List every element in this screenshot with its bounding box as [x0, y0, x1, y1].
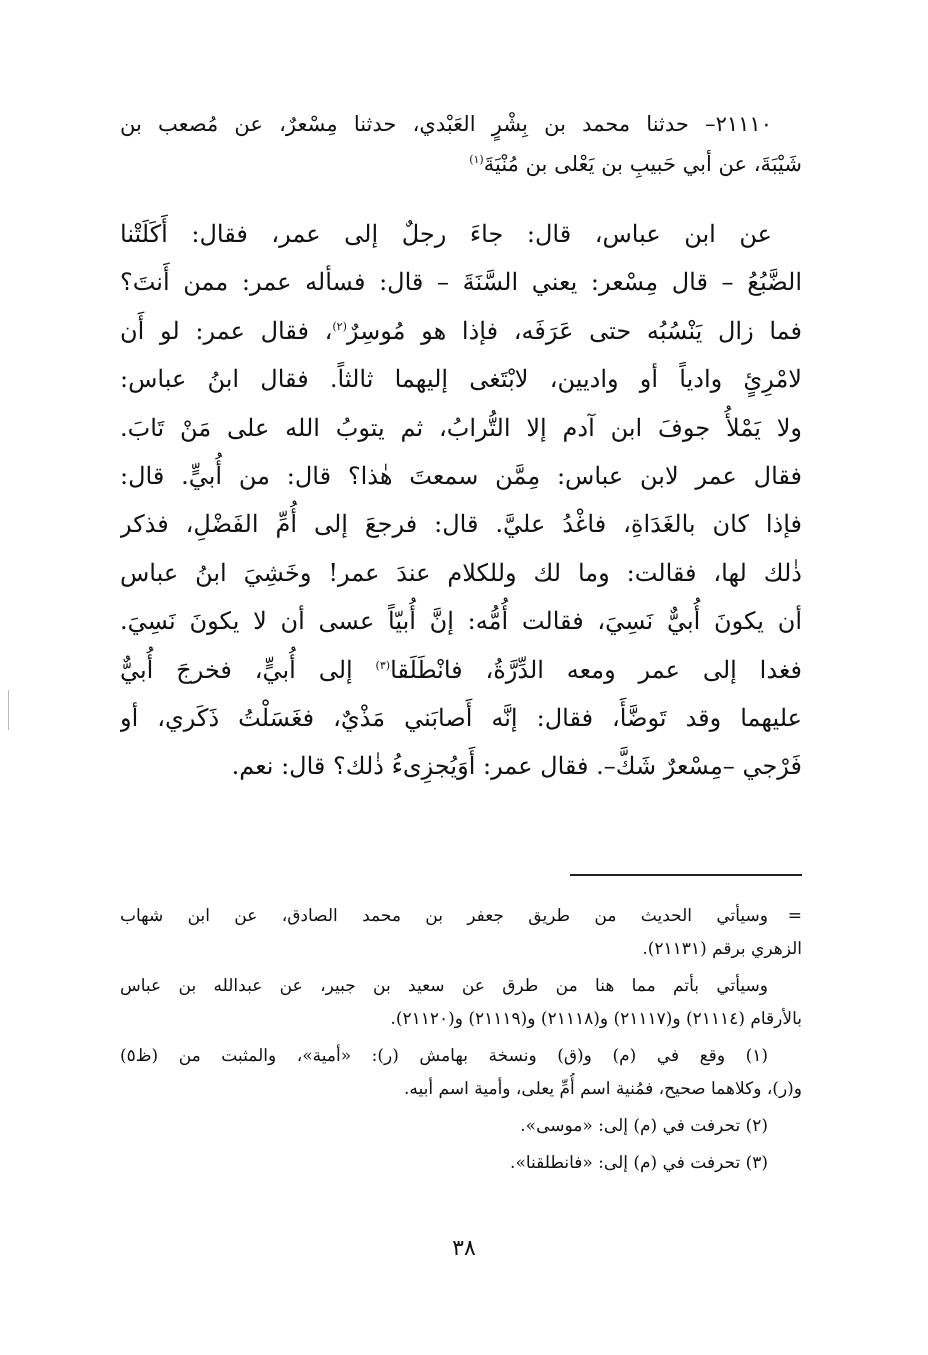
body-line-5: ولا يَمْلأُ جوفَ ابن آدم إلا التُّرابُ، ثم يتوبُ الله على مَنْ تَابَ.: [120, 413, 802, 442]
footnote-3: [120, 1147, 802, 1180]
footnote-continuation-line-2: الزهري برقم (٢١١٣١).: [642, 939, 802, 959]
footnote-divider: [570, 874, 802, 876]
body-line-12: فَرْجي –مِسْعرٌ شَكَّ–. فقال عمر: أَوَيُجزِىءُ ذٰلك؟ قال: نعم.: [231, 752, 802, 781]
body-line-7: فإذا كان بالغَدَاةِ، فاغْدُ عليَّ. قال: فرجعَ إلى أُمِّ الفَضْلِ، فذكر: [120, 510, 802, 539]
footnote-ref-2: (٢): [332, 319, 347, 333]
footnote-1: [120, 1040, 802, 1106]
body-line-3-tail: ، فقال عمر: لو أَن: [120, 316, 333, 345]
footnote-1-line-2: و(ر)، وكلاهما صحيح، فمُنية اسم أُمِّ يعلى، وأمية اسم أبيه.: [404, 1079, 802, 1099]
scan-margin-mark: [8, 690, 9, 730]
footnote-ref-1: (١): [469, 153, 484, 166]
chain-line-1: ٢١١١٠– حدثنا محمد بن بِشْرٍ العَبْدي، حدثنا مِسْعرٌ، عن مُصعب بن: [120, 112, 772, 136]
footnote-continuation: [120, 900, 802, 966]
body-line-10-tail: إلى أُبيٍّ، فخرجَ أُبيٌّ: [120, 655, 376, 684]
footnote-continuation-text-1: وسيأتي الحديث من طريق جعفر بن محمد الصادق، عن ابن شهاب: [120, 906, 768, 926]
footnote-paragraph-2-line-2: بالأرقام (٢١١١٤) و(٢١١١٧) و(٢١١١٨) و(٢١١١٩) و(٢١١٢٠).: [390, 1009, 802, 1029]
body-line-9: أن يكونَ أُبيٌّ نَسِيَ، فقالت أُمُّه: إنَّ أُبيّاً عسى أن لا يكونَ نَسِيَ.: [120, 607, 802, 636]
body-line-6: فقال عمر لابن عباس: مِمَّن سمعتَ هٰذا؟ قال: من أُبيٍّ. قال:: [120, 462, 802, 491]
chain-line-2: [120, 144, 802, 184]
page-number: ٣٨: [452, 1236, 476, 1261]
chain-line-2-text: شَيْبَةَ، عن أبي حَبيبِ بن يَعْلى بن مُنْيَةَ: [483, 152, 802, 176]
body-line-10-text: فغدا إلى عمر ومعه الدِّرَّةُ، فانْطَلَقا: [390, 655, 802, 684]
body-line-11: عليهما وقد تَوضَّأَ، فقال: إنَّه أَصابَني مَذْيٌ، فغَسَلْتُ ذَكَري، أو: [120, 704, 802, 733]
body-line-8: ذٰلك لها، فقالت: وما لك وللكلام عندَ عمر! وخَشِيَ ابنُ عباس: [120, 558, 802, 587]
hadith-chain-of-narration: [120, 104, 802, 184]
footnote-ref-3: (٣): [375, 658, 391, 672]
body-line-3-text: فما زال يَنْسُبُه حتى عَرَفَه، فإذا هو مُوسِرٌ: [346, 316, 802, 345]
footnote-continuation-line-1: [120, 900, 802, 933]
body-line-10: [120, 646, 802, 694]
footnote-2-line: (٢) تحرفت في (م) إلى: «موسى».: [520, 1116, 768, 1136]
body-line-2: الضَّبُعُ – قال مِسْعر: يعني السَّنَةَ – قال: فسأله عمر: ممن أَنتَ؟: [120, 268, 802, 297]
footnote-1-line-1: (١) وقع في (م) و(ق) ونسخة بهامش (ر): «أمية»، والمثبت من (ظ٥): [120, 1046, 768, 1066]
footnotes: [120, 900, 802, 1180]
footnote-3-line: (٣) تحرفت في (م) إلى: «فانطلقنا».: [510, 1153, 768, 1173]
footnote-2: [120, 1110, 802, 1143]
footnote-paragraph-2-line-1: وسيأتي بأتم مما هنا من طرق عن سعيد بن جبير، عن عبدالله بن عباس: [120, 976, 768, 996]
footnote-paragraph-2: [120, 970, 802, 1036]
body-line-4: لامْرِئٍ وادياً أو واديين، لابْتَغى إليهما ثالثاً. فقال ابنُ عباس:: [120, 365, 802, 394]
continuation-mark: =: [787, 906, 802, 926]
body-line-3: [120, 307, 802, 355]
body-line-1: عن ابن عباس، قال: جاءَ رجلٌ إلى عمر، فقال: أَكَلَتْنا: [120, 220, 772, 248]
hadith-text: [120, 210, 802, 791]
